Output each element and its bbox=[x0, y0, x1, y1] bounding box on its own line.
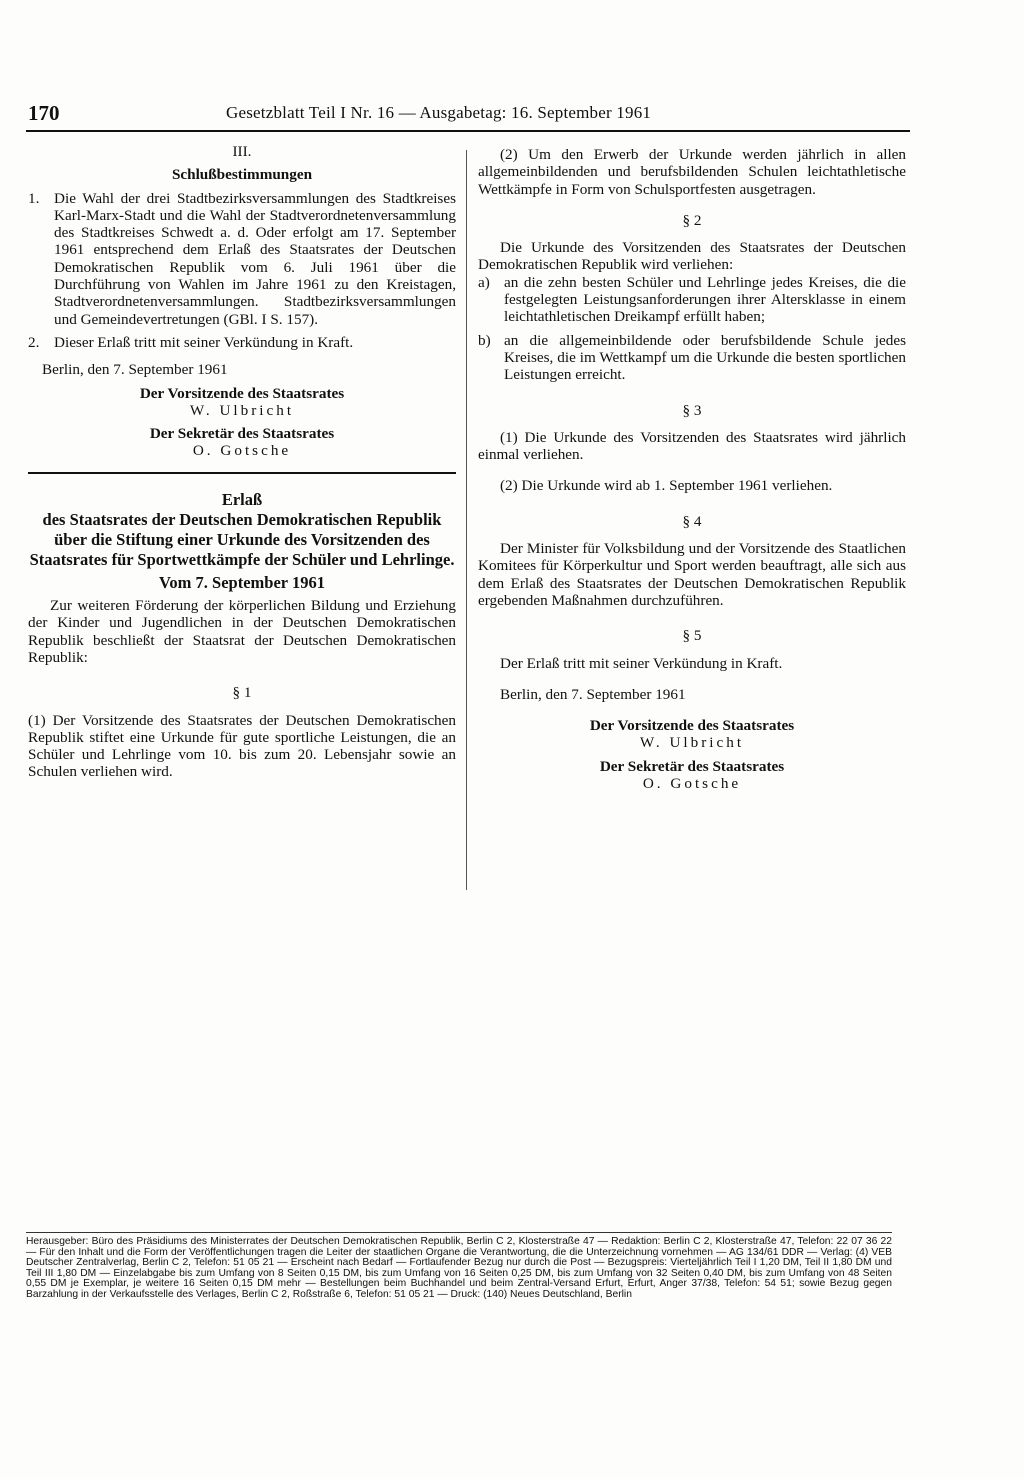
signatory-name: W. Ulbricht bbox=[639, 734, 745, 752]
right-column bbox=[478, 146, 906, 792]
part-numeral: III. bbox=[232, 143, 252, 160]
part-title: Schlußbestimmungen bbox=[171, 166, 313, 184]
item-label: 1. bbox=[28, 189, 40, 207]
final-provision-2 bbox=[28, 334, 456, 351]
signatory-title: Der Vorsitzende des Staatsrates bbox=[589, 717, 795, 735]
place-date: Berlin, den 7. September 1961 bbox=[500, 685, 686, 703]
paragraph: (2) Um den Erwerb der Urkunde werden jährlich in allen allgemeinbildenden und berufsbildenden Schulen leichtathletische Wettkämpfe in Form von Schulsportfesten ausgetragen. bbox=[478, 146, 906, 198]
section-rule bbox=[28, 472, 456, 474]
signatory-title: Der Sekretär des Staatsrates bbox=[599, 757, 785, 775]
decree-heading: Erlaß bbox=[221, 489, 263, 509]
paragraph: Der Erlaß tritt mit seiner Verkündung in Kraft. bbox=[500, 654, 783, 672]
paragraph: (1) Die Urkunde des Vorsitzenden des Staatsrates wird jährlich einmal verliehen. bbox=[478, 428, 906, 464]
paragraph: Der Minister für Volksbildung und der Vorsitzende des Staatlichen Komitees für Körperkultur und Sport werden beauftragt, alle sich aus dem Erlaß des Staatsrates der Deutschen Demokratischen Republik ergebenden Maßnahmen durchzuführen. bbox=[478, 540, 906, 609]
signatory-name: O. Gotsche bbox=[642, 775, 742, 793]
item-text: Dieser Erlaß tritt mit seiner Verkündung in Kraft. bbox=[54, 333, 354, 351]
running-head: Gesetzblatt Teil I Nr. 16 — Ausgabetag: 16. September 1961 bbox=[226, 103, 652, 122]
paragraph: (1) Der Vorsitzende des Staatsrates der Deutschen Demokratischen Republik stiftet eine Urkunde für gute sportliche Leistungen, die an Schüler und Lehrlinge vom 10. bis zum 20. Lebensjahr sowie an Schulen verliehen wird. bbox=[28, 711, 456, 781]
signatory-title: Der Sekretär des Staatsrates bbox=[149, 425, 335, 443]
item-text: an die allgemeinbildende oder berufsbildende Schule jedes Kreises, die im Wettkampf um die Urkunde die besten sportlichen Leistungen erreicht. bbox=[504, 331, 906, 384]
list-item bbox=[478, 274, 906, 326]
imprint: Herausgeber: Büro des Präsidiums des Ministerrates der Deutschen Demokratischen Republik, Berlin C 2, Klosterstraße 47 — Redaktion: Berlin C 2, Klosterstraße 47, Telefon: 22 07 36 22 — Für den Inhalt und die Form der Veröffentlichungen tragen die Leiter der staatlichen Organe die Verantwortung, die die Unterzeichnung vornehmen — AG 134/61 DDR — Verlag: (4) VEB Deutscher Zentralverlag, Berlin C 2, Telefon: 51 05 21 — Erscheint nach Bedarf — Fortlaufender Bezug nur durch die Post — Bezugspreis: Vierteljährlich Teil I 1,20 DM, Teil II 1,80 DM und Teil III 1,80 DM — Einzelabgabe bis zum Umfang von 8 Seiten 0,15 DM, bis zum Umfang von 16 Seiten 0,25 DM, bis zum Umfang von 32 Seiten 0,40 DM, bis zum Umfang von 48 Seiten 0,55 DM je Exemplar, je weitere 16 Seiten 0,15 DM mehr — Bestellungen beim Buchhandel und beim Zentral-Versand Erfurt, Erfurt, Anger 37/38, Telefon: 54 51; sowie Bezug gegen Barzahlung in der Verkaufsstelle des Verlages, Berlin C 2, Roßstraße 6, Telefon: 51 05 21 — Druck: (140) Neues Deutschland, Berlin bbox=[26, 1232, 892, 1301]
section-heading: § 4 bbox=[682, 512, 702, 530]
list-item bbox=[478, 332, 906, 384]
item-text: an die zehn besten Schüler und Lehrlinge jedes Kreises, die die festgelegten Leistungsanforderungen ihrer Altersklasse in einem leichtathletischen Dreikampf erfüllt haben; bbox=[504, 273, 906, 326]
left-column bbox=[28, 143, 456, 781]
column-divider bbox=[466, 150, 467, 890]
section-heading: § 3 bbox=[682, 401, 702, 419]
final-provision-1 bbox=[28, 190, 456, 328]
place-date: Berlin, den 7. September 1961 bbox=[42, 361, 228, 379]
page-number: 170 bbox=[28, 101, 60, 125]
decree-date: Vom 7. September 1961 bbox=[159, 572, 325, 592]
section-heading: § 2 bbox=[682, 211, 702, 229]
decree-title: des Staatsrates der Deutschen Demokratischen Republik über die Stiftung einer Urkunde des Vorsitzenden des Staatsrates für Sportwettkämpfe der Schüler und Lehrlinge. bbox=[29, 509, 455, 569]
item-label: a) bbox=[478, 273, 490, 291]
item-label: b) bbox=[478, 331, 491, 349]
preamble: Zur weiteren Förderung der körperlichen Bildung und Erziehung der Kinder und Jugendlichen in der Deutschen Demokratischen Republik beschließt der Staatsrat der Deutschen Demokratischen Republik: bbox=[28, 597, 456, 666]
paragraph: Die Urkunde des Vorsitzenden des Staatsrates der Deutschen Demokratischen Republik wird verliehen: bbox=[478, 239, 906, 274]
item-label: 2. bbox=[28, 333, 40, 351]
paragraph: (2) Die Urkunde wird ab 1. September 1961 verliehen. bbox=[500, 477, 833, 495]
header-rule bbox=[26, 130, 910, 132]
signatory-name: W. Ulbricht bbox=[189, 401, 295, 419]
section-heading: § 1 bbox=[232, 684, 252, 702]
item-text: Die Wahl der drei Stadtbezirksversammlungen des Stadtkreises Karl-Marx-Stadt und die Wahl der Stadtverordnetenversammlung des Stadtkreises Schwedt a. d. Oder erfolgt am 17. September 1961 entsprechend dem Erlaß des Staatsrates der Deutschen Demokratischen Republik vom 6. Juli 1961 über die Durchführung von Wahlen im Jahre 1961 zu den Kreistagen, Stadtverordnetenversammlungen. Stadtbezirksversammlungen und Gemeindevertretungen (GBl. I S. 157). bbox=[54, 189, 456, 328]
signatory-name: O. Gotsche bbox=[192, 442, 292, 460]
signatory-title: Der Vorsitzende des Staatsrates bbox=[139, 384, 345, 402]
section-heading: § 5 bbox=[682, 627, 702, 645]
